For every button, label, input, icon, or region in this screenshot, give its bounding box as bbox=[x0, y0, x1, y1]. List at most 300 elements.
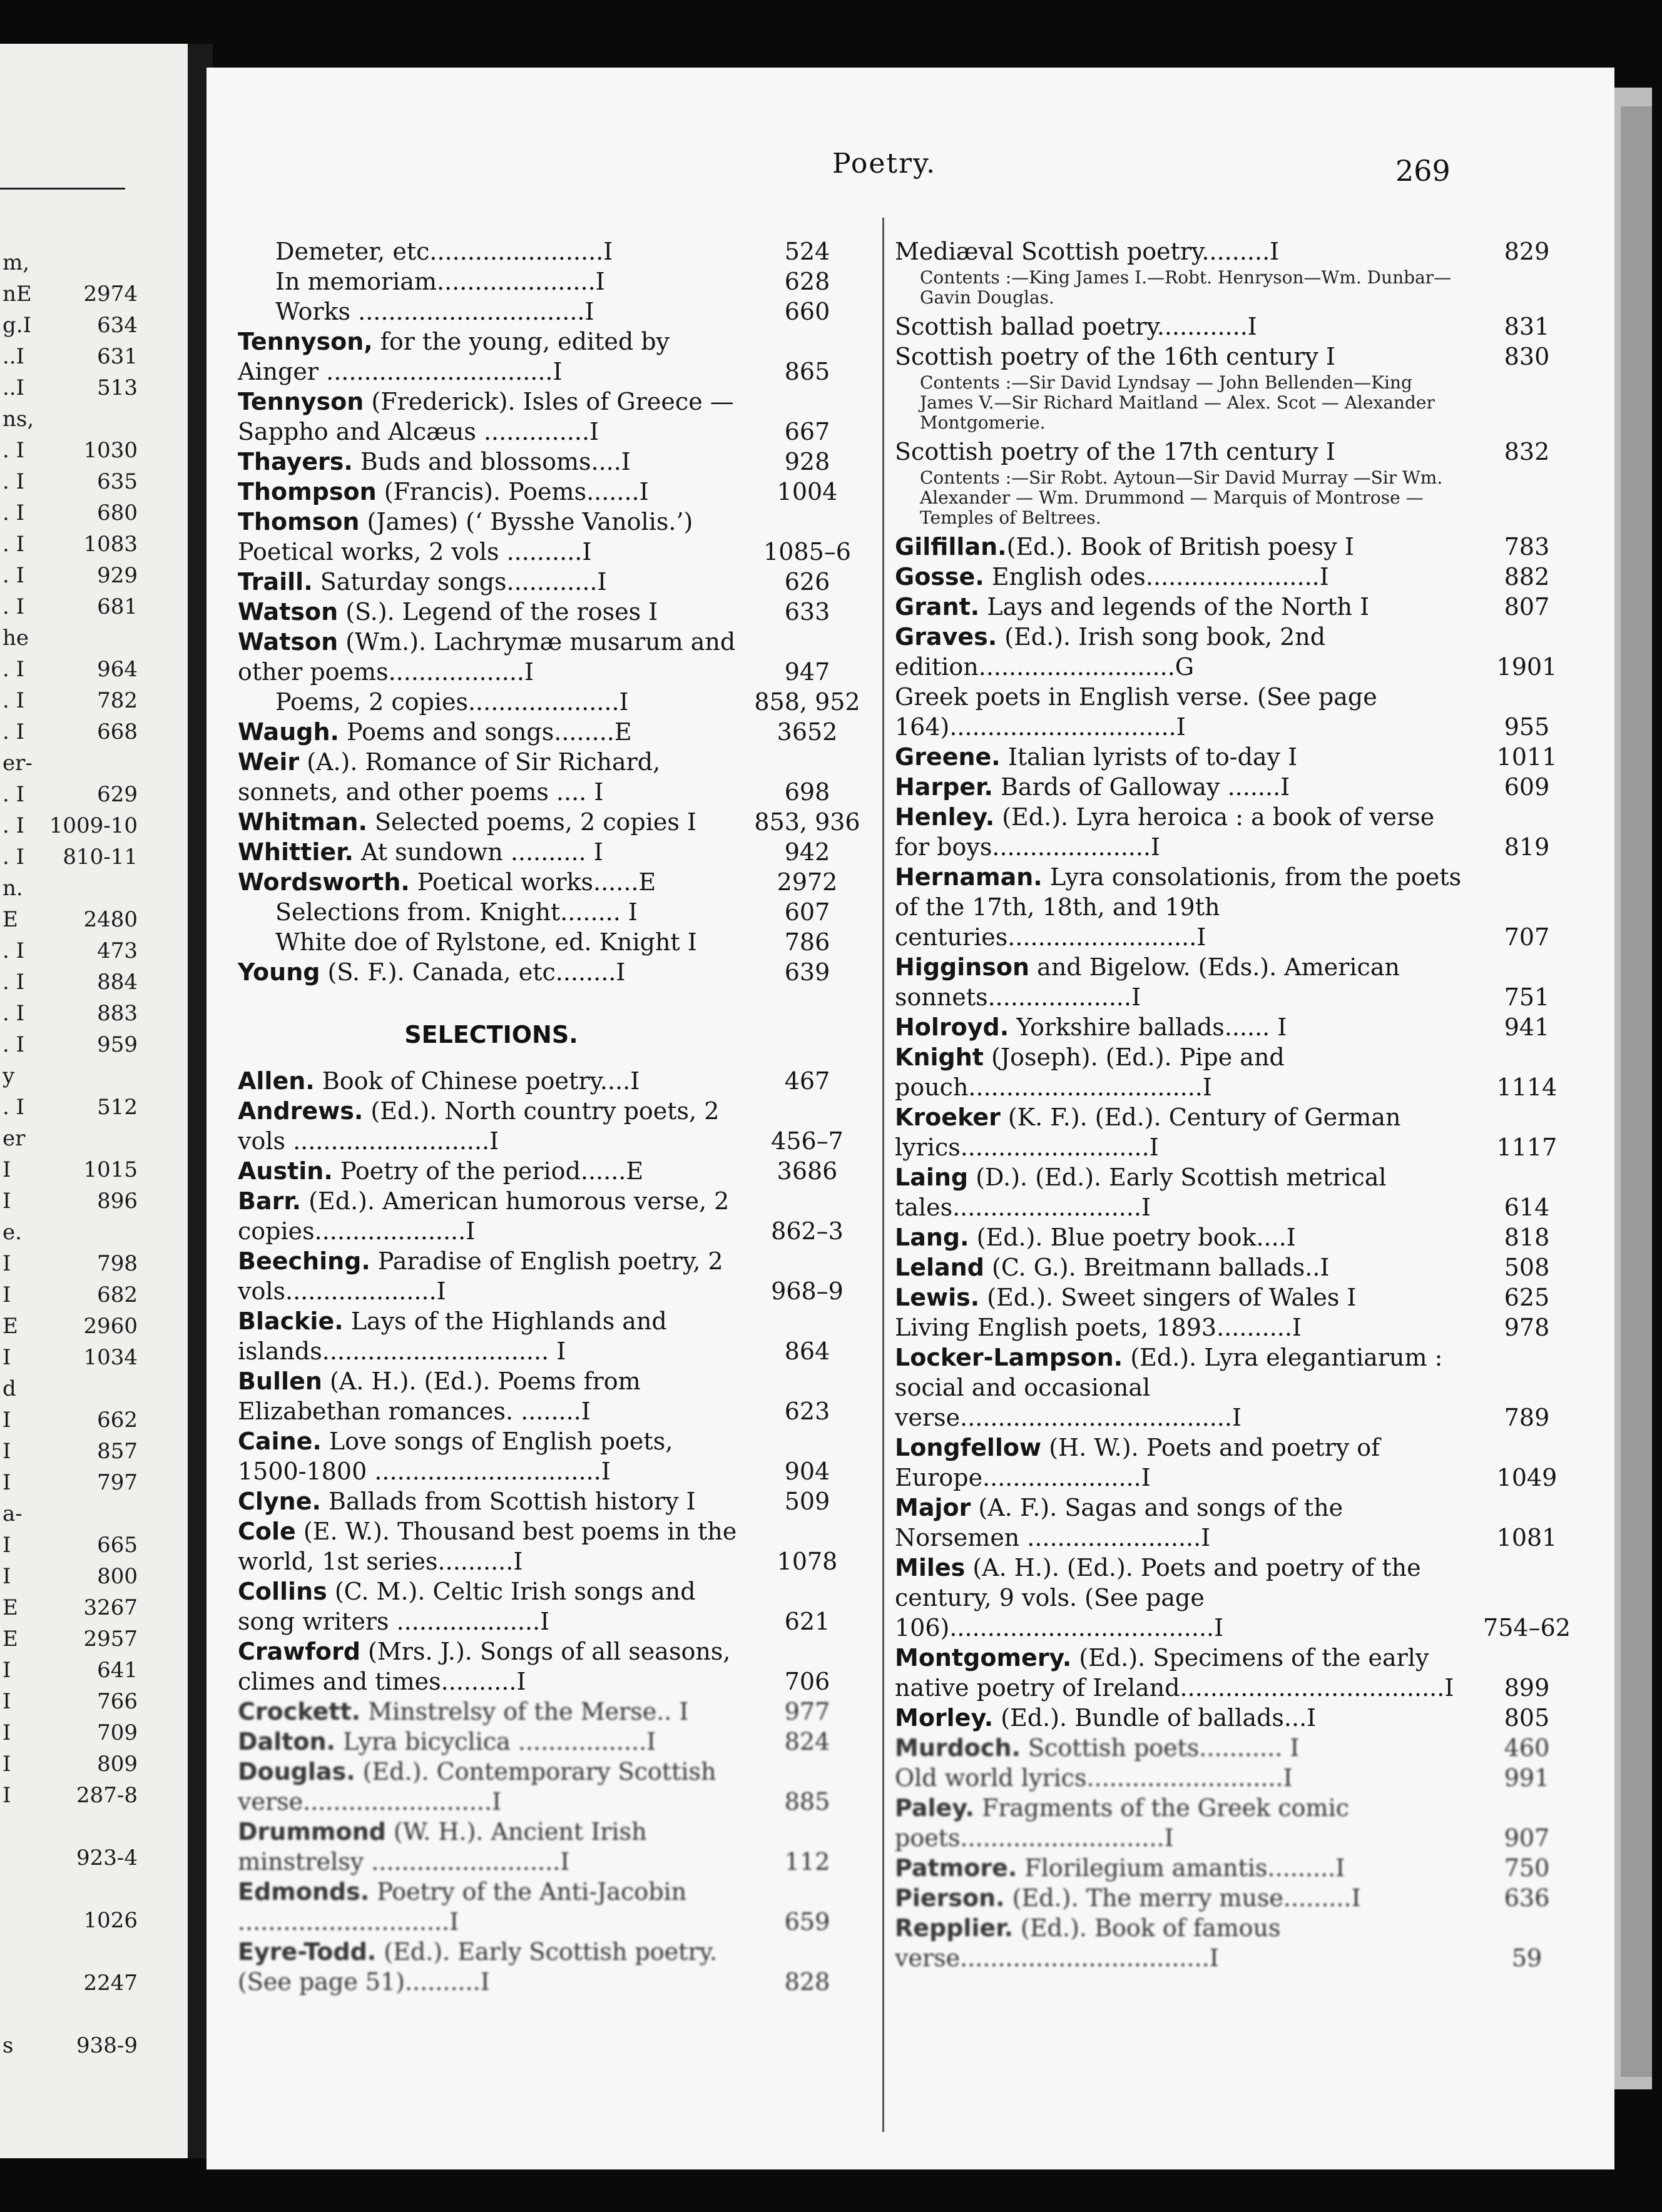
entry-shelf-number: 830 bbox=[1504, 343, 1550, 370]
entry-author: Lang. bbox=[895, 1224, 969, 1251]
index-entry bbox=[238, 1186, 864, 1246]
entry-shelf-number: 829 bbox=[1504, 238, 1550, 265]
entry-shelf-number: 659 bbox=[784, 1908, 830, 1936]
index-entry bbox=[895, 1883, 1583, 1913]
facing-page-number: 1009-10 bbox=[49, 813, 138, 838]
entry-shelf-number: 991 bbox=[1504, 1764, 1550, 1792]
entry-author: Patmore. bbox=[895, 1854, 1017, 1882]
entry-author: Miles bbox=[895, 1554, 966, 1581]
entry-title: (James) (‘ Bysshe Vanolis.’) Poetical works, 2 vols ..........I bbox=[238, 508, 693, 566]
entry-title: Works ..............................I bbox=[275, 298, 594, 325]
entry-shelf-number: 698 bbox=[784, 778, 830, 806]
index-entry bbox=[238, 327, 864, 387]
entry-shelf-number: 621 bbox=[784, 1608, 830, 1635]
index-entry bbox=[238, 387, 864, 447]
entry-shelf-number: 899 bbox=[1504, 1674, 1550, 1702]
facing-page-line bbox=[0, 438, 144, 470]
index-entry bbox=[238, 927, 864, 957]
facing-page-number: 682 bbox=[97, 1282, 138, 1307]
facing-page-text: . I bbox=[3, 594, 25, 619]
entry-title: Demeter, etc.......................I bbox=[275, 238, 613, 265]
index-entry bbox=[895, 1312, 1583, 1342]
facing-page-line bbox=[0, 1689, 144, 1722]
entry-shelf-number: 977 bbox=[784, 1698, 830, 1725]
entry-shelf-number: 636 bbox=[1504, 1884, 1550, 1912]
entry-title: Book of Chinese poetry....I bbox=[314, 1067, 640, 1095]
facing-page-text: . I bbox=[3, 1032, 25, 1057]
entry-author: Bullen bbox=[238, 1367, 322, 1395]
entry-title: (Ed.). Lyra heroica : a book of verse for boys.....................I bbox=[895, 803, 1435, 861]
index-entry bbox=[238, 477, 864, 507]
entry-title: Italian lyrists of to-day I bbox=[1000, 743, 1298, 771]
facing-page-number: 641 bbox=[97, 1658, 138, 1683]
facing-page-text: d bbox=[3, 1376, 16, 1401]
entry-title: English odes.......................I bbox=[984, 563, 1329, 591]
index-entry bbox=[238, 1636, 864, 1697]
entry-author: Barr. bbox=[238, 1187, 302, 1215]
entry-title: (Frederick). Isles of Greece —Sappho and Alcæus ..............I bbox=[238, 388, 734, 445]
facing-page-text: I bbox=[3, 1720, 11, 1745]
facing-page-text: I bbox=[3, 1251, 11, 1276]
entry-author: Grant. bbox=[895, 593, 980, 621]
facing-page-line bbox=[0, 626, 144, 658]
entry-shelf-number: 789 bbox=[1504, 1404, 1550, 1431]
index-entry bbox=[895, 437, 1583, 467]
entry-shelf-number: 614 bbox=[1504, 1194, 1550, 1221]
entry-author: Harper. bbox=[895, 773, 993, 801]
entry-shelf-number: 819 bbox=[1504, 833, 1550, 861]
entry-title: (Ed.). Blue poetry book....I bbox=[969, 1224, 1296, 1251]
entry-title: White doe of Rylstone, ed. Knight I bbox=[275, 928, 697, 956]
entry-author: Wordsworth. bbox=[238, 868, 410, 896]
entry-shelf-number: 928 bbox=[784, 448, 830, 475]
facing-page-number: 1026 bbox=[83, 1908, 138, 1933]
entry-author: Traill. bbox=[238, 568, 313, 596]
index-entry bbox=[895, 1733, 1583, 1763]
entry-title: (K. F.). (Ed.). Century of German lyrics.........................I bbox=[895, 1103, 1401, 1161]
facing-page-line bbox=[0, 813, 144, 846]
entry-author: Laing bbox=[895, 1164, 969, 1191]
entry-author: Clyne. bbox=[238, 1488, 321, 1515]
facing-page-text: ..I bbox=[3, 375, 25, 400]
index-entry bbox=[895, 1703, 1583, 1733]
entry-title: (Ed.). Sweet singers of Wales I bbox=[979, 1284, 1357, 1311]
index-entry bbox=[238, 507, 864, 567]
entry-title: (C. M.). Celtic Irish songs and song writers ...................I bbox=[238, 1578, 696, 1635]
facing-page-number: 798 bbox=[97, 1251, 138, 1276]
entry-author: Longfellow bbox=[895, 1434, 1042, 1461]
facing-page-line bbox=[0, 1126, 144, 1159]
entry-title: Poetry of the Anti-Jacobin ............................I bbox=[238, 1878, 687, 1936]
facing-page-number: 629 bbox=[97, 782, 138, 807]
entry-title: Scottish ballad poetry............I bbox=[895, 313, 1257, 340]
facing-page-text: ns, bbox=[3, 407, 34, 432]
index-entry bbox=[238, 687, 864, 717]
entry-title: (Ed.). North country poets, 2 vols ..........................I bbox=[238, 1097, 720, 1155]
entry-title: Saturday songs............I bbox=[312, 568, 607, 596]
facing-page-text: er- bbox=[3, 751, 33, 776]
author-entries bbox=[238, 236, 864, 987]
entry-author: Greene. bbox=[895, 743, 1001, 771]
entry-title: (Ed.). Lyra elegantiarum : social and occasional verse....................................I bbox=[895, 1344, 1443, 1431]
entry-author: Thomson bbox=[238, 508, 360, 535]
entry-title: (Mrs. J.). Songs of all seasons, climes and times..........I bbox=[238, 1638, 731, 1695]
entry-shelf-number: 1081 bbox=[1496, 1524, 1557, 1551]
entry-title: Lyra bicyclica .................I bbox=[335, 1728, 656, 1755]
entry-title: (A. H.). (Ed.). Poets and poetry of the century, 9 vols. (See page 106)...................................I bbox=[895, 1554, 1421, 1641]
index-entry bbox=[238, 1757, 864, 1817]
index-entry bbox=[895, 1913, 1583, 1973]
facing-page-text: I bbox=[3, 1470, 11, 1495]
entry-shelf-number: 786 bbox=[784, 928, 830, 956]
index-entry bbox=[238, 1727, 864, 1757]
entry-title: Minstrelsy of the Merse.. I bbox=[360, 1698, 689, 1725]
entry-shelf-number: 942 bbox=[784, 838, 830, 866]
facing-page-line bbox=[0, 1908, 144, 1941]
entry-shelf-number: 706 bbox=[784, 1668, 830, 1695]
entry-shelf-number: 941 bbox=[1504, 1013, 1550, 1041]
index-entry bbox=[238, 447, 864, 477]
entry-shelf-number: 1078 bbox=[777, 1548, 838, 1575]
index-entry bbox=[895, 1793, 1583, 1853]
entry-shelf-number: 628 bbox=[784, 268, 830, 295]
facing-page-text: . I bbox=[3, 438, 25, 463]
entry-author: Beeching. bbox=[238, 1247, 370, 1275]
entry-title: (Francis). Poems.......I bbox=[376, 478, 649, 505]
index-entry bbox=[895, 592, 1583, 622]
entry-shelf-number: 625 bbox=[1504, 1284, 1550, 1311]
entry-author: Weir bbox=[238, 748, 300, 776]
index-entry bbox=[238, 1156, 864, 1186]
facing-page-number: 929 bbox=[97, 563, 138, 588]
index-entry bbox=[238, 1697, 864, 1727]
entry-title: (Ed.). Irish song book, 2nd edition..........................G bbox=[895, 623, 1326, 681]
entry-author: Hernaman. bbox=[895, 863, 1043, 891]
index-entry bbox=[895, 952, 1583, 1012]
facing-page-number: 938-9 bbox=[76, 2033, 138, 2058]
entry-shelf-number: 3686 bbox=[777, 1157, 838, 1185]
entry-shelf-number: 865 bbox=[784, 358, 830, 385]
facing-page-line bbox=[0, 1814, 144, 1847]
facing-page-line bbox=[0, 1501, 144, 1534]
facing-page-number: 809 bbox=[97, 1752, 138, 1777]
facing-page-line bbox=[0, 1971, 144, 2003]
facing-page-line bbox=[0, 1157, 144, 1190]
facing-page-line bbox=[0, 1877, 144, 1909]
entry-shelf-number: 750 bbox=[1504, 1854, 1550, 1882]
index-entry bbox=[238, 1306, 864, 1366]
entry-author: Douglas. bbox=[238, 1758, 355, 1785]
index-entry bbox=[238, 1096, 864, 1156]
facing-page-line bbox=[0, 1001, 144, 1033]
facing-page-text: he bbox=[3, 626, 29, 651]
entry-title: Poetry of the period......E bbox=[332, 1157, 644, 1185]
facing-page-line bbox=[0, 2033, 144, 2066]
facing-page-line bbox=[0, 1439, 144, 1471]
entry-title: (E. W.). Thousand best poems in the world, 1st series..........I bbox=[238, 1518, 737, 1575]
entry-shelf-number: 639 bbox=[784, 958, 830, 986]
entry-author: Henley. bbox=[895, 803, 995, 831]
entry-shelf-number: 955 bbox=[1504, 713, 1550, 741]
index-entry bbox=[895, 1102, 1583, 1162]
entry-author: Graves. bbox=[895, 623, 997, 651]
index-entry bbox=[238, 897, 864, 927]
entry-author: Austin. bbox=[238, 1157, 333, 1185]
facing-page-number: 513 bbox=[97, 375, 138, 400]
facing-page-line bbox=[0, 845, 144, 877]
facing-page-number: 923-4 bbox=[76, 1845, 138, 1870]
facing-page-number: 959 bbox=[97, 1032, 138, 1057]
index-entry bbox=[238, 747, 864, 807]
index-entry bbox=[895, 772, 1583, 802]
entry-title: (S.). Legend of the roses I bbox=[338, 598, 658, 626]
facing-page-text: . I bbox=[3, 1095, 25, 1120]
facing-page-text: . I bbox=[3, 688, 25, 713]
entry-title: (Ed.). Contemporary Scottish verse.........................I bbox=[238, 1758, 716, 1815]
facing-page-number: 1034 bbox=[83, 1345, 138, 1370]
facing-page-text: . I bbox=[3, 563, 25, 588]
entry-author: Thompson bbox=[238, 478, 377, 505]
facing-page-text: ..I bbox=[3, 344, 25, 369]
facing-page-line bbox=[0, 1282, 144, 1315]
facing-page-text: I bbox=[3, 1783, 11, 1808]
entry-title: Paradise of English poetry, 2 vols....................I bbox=[238, 1247, 723, 1305]
facing-page-text: . I bbox=[3, 970, 25, 995]
entry-title: for the young, edited by Ainger ..............................I bbox=[238, 328, 670, 385]
entry-shelf-number: 1117 bbox=[1496, 1134, 1557, 1161]
entry-title: Scottish poetry of the 17th century I bbox=[895, 438, 1335, 465]
entry-title: Scottish poets........... I bbox=[1020, 1734, 1300, 1762]
entry-title: Mediæval Scottish poetry.........I bbox=[895, 238, 1280, 265]
entry-shelf-number: 831 bbox=[1504, 313, 1550, 340]
entry-shelf-number: 853, 936 bbox=[754, 808, 860, 836]
facing-page-line bbox=[0, 1314, 144, 1346]
facing-page-line bbox=[0, 1595, 144, 1628]
entry-title: Living English poets, 1893..........I bbox=[895, 1314, 1302, 1341]
entry-shelf-number: 3652 bbox=[777, 718, 838, 746]
facing-page-text: E bbox=[3, 1595, 18, 1620]
entry-shelf-number: 467 bbox=[784, 1067, 830, 1095]
facing-page-text: I bbox=[3, 1752, 11, 1777]
facing-page-number: 680 bbox=[97, 500, 138, 525]
entry-shelf-number: 1049 bbox=[1496, 1464, 1557, 1491]
entry-title: (H. W.). Poets and poetry of Europe.....................I bbox=[895, 1434, 1380, 1491]
facing-page-text: E bbox=[3, 907, 18, 932]
entry-author: Knight bbox=[895, 1043, 984, 1071]
book-page bbox=[206, 68, 1614, 2169]
entry-shelf-number: 904 bbox=[784, 1458, 830, 1485]
index-entry bbox=[895, 236, 1583, 266]
index-entry bbox=[895, 1252, 1583, 1282]
entry-shelf-number: 2972 bbox=[777, 868, 838, 896]
entry-shelf-number: 59 bbox=[1511, 1944, 1542, 1972]
facing-page-text: I bbox=[3, 1408, 11, 1433]
page-edges-shadow bbox=[1621, 106, 1652, 2077]
index-entry bbox=[238, 236, 864, 266]
left-column bbox=[238, 236, 864, 1997]
index-entry bbox=[238, 1877, 864, 1937]
entry-shelf-number: 968–9 bbox=[771, 1277, 844, 1305]
entry-shelf-number: 807 bbox=[1504, 593, 1550, 621]
index-entry bbox=[238, 1576, 864, 1636]
facing-page-number: 2480 bbox=[83, 907, 138, 932]
facing-page-line bbox=[0, 1376, 144, 1409]
entry-title: Lays of the Highlands and islands.............................. I bbox=[238, 1307, 667, 1365]
facing-page-line bbox=[0, 1063, 144, 1096]
entry-shelf-number: 707 bbox=[1504, 923, 1550, 951]
entry-title: Scottish poetry of the 16th century I bbox=[895, 343, 1335, 370]
facing-page-number: 810-11 bbox=[63, 845, 138, 870]
index-entry bbox=[238, 297, 864, 327]
facing-page-line bbox=[0, 1189, 144, 1221]
entry-shelf-number: 456–7 bbox=[771, 1127, 844, 1155]
facing-page-line bbox=[0, 876, 144, 908]
entry-shelf-number: 1901 bbox=[1496, 653, 1557, 681]
index-entry bbox=[895, 1012, 1583, 1042]
entry-shelf-number: 978 bbox=[1504, 1314, 1550, 1341]
running-head: Poetry. bbox=[832, 148, 937, 180]
entry-title: (A. F.). Sagas and songs of the Norsemen .......................I bbox=[895, 1494, 1343, 1551]
facing-page-line bbox=[0, 1720, 144, 1753]
index-entry bbox=[238, 266, 864, 297]
facing-page-line bbox=[0, 1251, 144, 1284]
entry-shelf-number: 805 bbox=[1504, 1704, 1550, 1732]
entry-title: Bards of Galloway .......I bbox=[992, 773, 1290, 801]
entry-author: Collins bbox=[238, 1578, 327, 1605]
entry-shelf-number: 509 bbox=[784, 1488, 830, 1515]
facing-page-line bbox=[0, 1220, 144, 1252]
entry-title: (Ed.). American humorous verse, 2 copies....................I bbox=[238, 1187, 730, 1245]
entry-shelf-number: 754–62 bbox=[1483, 1614, 1571, 1641]
facing-page-number: 634 bbox=[97, 313, 138, 338]
entry-title: (Ed.). Specimens of the early native poetry of Ireland...................................I bbox=[895, 1644, 1454, 1702]
facing-page-text: . I bbox=[3, 813, 25, 838]
entry-title: Poems and songs........E bbox=[339, 718, 632, 746]
entry-author: Repplier. bbox=[895, 1914, 1014, 1942]
entry-shelf-number: 1004 bbox=[777, 478, 838, 505]
entry-shelf-number: 862–3 bbox=[771, 1217, 844, 1245]
entry-shelf-number: 751 bbox=[1504, 983, 1550, 1011]
entry-title: (A.). Romance of Sir Richard, sonnets, and other poems .... I bbox=[238, 748, 661, 806]
entry-author: Dalton. bbox=[238, 1728, 335, 1755]
facing-page-line bbox=[0, 1032, 144, 1065]
facing-page-number: 287-8 bbox=[76, 1783, 138, 1808]
entry-title: Greek poets in English verse. (See page 164)..............................I bbox=[895, 683, 1377, 741]
index-entry bbox=[238, 567, 864, 597]
entry-shelf-number: 1011 bbox=[1496, 743, 1557, 771]
entry-title: Old world lyrics..........................I bbox=[895, 1764, 1293, 1792]
entry-author: Drummond bbox=[238, 1818, 386, 1845]
entry-shelf-number: 818 bbox=[1504, 1224, 1550, 1251]
entry-author: Blackie. bbox=[238, 1307, 344, 1335]
index-entry bbox=[238, 717, 864, 747]
facing-page-text: E bbox=[3, 1314, 18, 1339]
facing-page-line bbox=[0, 250, 144, 283]
entry-shelf-number: 832 bbox=[1504, 438, 1550, 465]
facing-page-number: 857 bbox=[97, 1439, 138, 1464]
entry-shelf-number: 633 bbox=[784, 598, 830, 626]
facing-page-line bbox=[0, 594, 144, 627]
facing-page-text: . I bbox=[3, 532, 25, 557]
entry-author: Andrews. bbox=[238, 1097, 364, 1125]
facing-page-number: 2974 bbox=[83, 282, 138, 307]
entry-title: Yorkshire ballads...... I bbox=[1009, 1013, 1287, 1041]
facing-page-number: 2960 bbox=[83, 1314, 138, 1339]
facing-page-text: E bbox=[3, 1626, 18, 1651]
entry-author: Montgomery. bbox=[895, 1644, 1072, 1672]
facing-page-text: I bbox=[3, 1439, 11, 1464]
facing-page-line bbox=[0, 1752, 144, 1784]
entry-title: Love songs of English poets, 1500-1800 ..............................I bbox=[238, 1428, 673, 1485]
entry-author: Waugh. bbox=[238, 718, 339, 746]
facing-page-text: I bbox=[3, 1189, 11, 1214]
index-entry bbox=[895, 1643, 1583, 1703]
facing-page-number: 512 bbox=[97, 1095, 138, 1120]
entry-shelf-number: 1114 bbox=[1496, 1073, 1557, 1101]
entry-author: Major bbox=[895, 1494, 971, 1521]
entry-title: Buds and blossoms....I bbox=[352, 448, 631, 475]
facing-page-number: 797 bbox=[97, 1470, 138, 1495]
index-entry bbox=[238, 867, 864, 897]
entry-shelf-number: 112 bbox=[784, 1848, 830, 1875]
entry-shelf-number: 609 bbox=[1504, 773, 1550, 801]
entry-author: Watson bbox=[238, 598, 339, 626]
facing-page-number: 782 bbox=[97, 688, 138, 713]
index-entry bbox=[895, 1853, 1583, 1883]
entry-title: At sundown .......... I bbox=[353, 838, 603, 866]
entry-author: Young bbox=[238, 958, 320, 986]
entry-title: Lays and legends of the North I bbox=[979, 593, 1370, 621]
facing-page-number: 668 bbox=[97, 719, 138, 744]
index-entry bbox=[238, 1426, 864, 1486]
facing-page-text: nE bbox=[3, 282, 32, 307]
facing-page-number: 662 bbox=[97, 1408, 138, 1433]
entry-author: Pierson. bbox=[895, 1884, 1005, 1912]
facing-page-text: er bbox=[3, 1126, 26, 1151]
facing-page-line bbox=[0, 375, 144, 408]
entry-title: (C. G.). Breitmann ballads..I bbox=[984, 1254, 1330, 1281]
index-entry bbox=[238, 957, 864, 987]
facing-page-number: 681 bbox=[97, 594, 138, 619]
entry-title: (Wm.). Lachrymæ musarum and other poems..................I bbox=[238, 628, 736, 686]
entry-shelf-number: 882 bbox=[1504, 563, 1550, 591]
facing-page-fragment bbox=[0, 44, 188, 2158]
facing-page-line bbox=[0, 1845, 144, 1878]
entry-shelf-number: 864 bbox=[784, 1337, 830, 1365]
index-entry bbox=[238, 1366, 864, 1426]
index-entry bbox=[238, 807, 864, 837]
index-entry bbox=[895, 1162, 1583, 1222]
entry-author: Morley. bbox=[895, 1704, 994, 1732]
entry-shelf-number: 907 bbox=[1504, 1824, 1550, 1852]
facing-page-text: I bbox=[3, 1345, 11, 1370]
entry-title: Ballads from Scottish history I bbox=[320, 1488, 696, 1515]
facing-page-text: . I bbox=[3, 782, 25, 807]
entry-author: Lewis. bbox=[895, 1284, 980, 1311]
entry-title: (Ed.). The merry muse.........I bbox=[1004, 1884, 1361, 1912]
index-entry bbox=[895, 312, 1583, 342]
index-entry bbox=[895, 1763, 1583, 1793]
facing-page-number: 473 bbox=[97, 938, 138, 963]
entry-title: Poems, 2 copies....................I bbox=[275, 688, 629, 716]
entry-author: Crockett. bbox=[238, 1698, 361, 1725]
entry-author: Gilfillan. bbox=[895, 533, 1007, 561]
entry-author: Cole bbox=[238, 1518, 296, 1545]
index-entry bbox=[238, 837, 864, 867]
facing-page-text: I bbox=[3, 1533, 11, 1558]
index-entry bbox=[895, 562, 1583, 592]
facing-page-line bbox=[0, 1470, 144, 1503]
